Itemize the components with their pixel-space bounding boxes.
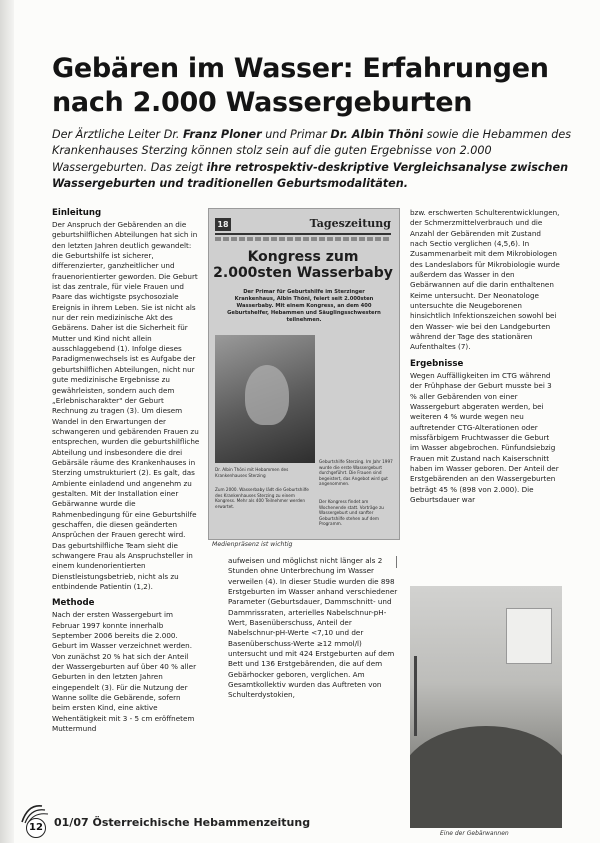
article-lead <box>52 127 572 192</box>
photo-caption: Eine der Gebärwannen <box>440 830 509 837</box>
text-ergebnisse: Wegen Auffälligkeiten im CTG während der Frühphase der Geburt musste bei 3 % aller Gebärenden von einer Wassergeburt abgeraten werden, bei weiteren 4 % wurde wegen neu auftretender CTG-Alterationen oder missfärbigem Fruchtwasser die Geburt im Wasser abgebrochen. Fünfundsiebzig Frauen mit Zustand nach Kaiserschnitt haben im Wasser geboren. Der Anteil der Erstgebärenden an den Wassergeburten beträgt 45 % (898 von 2.000). Die Geburtsdauer war <box>410 370 559 504</box>
lead-name-ploner: Franz Ploner <box>183 128 262 141</box>
article-title: Gebären im Wasser: Erfahrungen nach 2.000 Wassergeburten <box>52 53 549 118</box>
page-footer <box>16 802 316 838</box>
journal-name: 01/07 Österreichische Hebammenzeitung <box>54 816 311 829</box>
lead-name-thoeni: Dr. Albin Thöni <box>330 128 424 141</box>
clipping-rule <box>215 237 391 241</box>
heading-ergebnisse: Ergebnisse <box>410 358 464 369</box>
column-left <box>52 208 200 735</box>
clipping-caption: Medienpräsenz ist wichtig <box>212 541 293 548</box>
clipping-photo-caption: Dr. Albin Thöni mit Hebammen des Krankenhauses Sterzing <box>215 467 289 478</box>
heading-methode: Methode <box>52 598 95 609</box>
lead-bold-text: ihre retrospektiv-deskriptive Vergleichsanalyse zwischen Wassergeburten und traditionellen Geburtsmodalitäten. <box>52 160 569 190</box>
clipping-text-2: Zum 2000. Wasserbaby lädt die Geburtshilfe des Krankenhauses Sterzing zu einem Kongress. Mehr als 400 Teilnehmer werden erwartet. <box>215 487 309 509</box>
page-edge-shadow <box>0 0 14 843</box>
clipping-issue-number: 18 <box>215 218 231 231</box>
newspaper-clipping <box>208 208 400 540</box>
column-middle <box>228 556 398 701</box>
text-methode-continued: aufweisen und möglichst nicht länger als 2 Stunden ohne Unterbrechung im Wasser verweilen (4). In dieser Studie wurden die 898 Erstgeburten im Wasser anhand verschiedener Parameter (Geburtsdauer, Dammschnitt- und Dammrissraten, arterielles Nabelschnur-pH-Wert, Basenüberschuss, Anteil der Nabelschnur-pH-Werte <7,10 und der Basenüberschuss-Werte ≥12 mmol/l) untersucht und mit 424 Erstgeburten auf dem Bett und 136 Erstgebärenden, die auf dem Gebärhocker geboren, verglichen. Am Gesamtkollektiv wurden das Auftreten von Schulterdystokien, <box>228 556 398 700</box>
clipping-blurb: Der Primar für Geburtshilfe im Sterzinger Krankenhaus, Albin Thöni, feiert seit 2.000sten Wasserbaby. Mit einem Kongress, an dem 400 Geburtshelfer, Hebammen und Säuglingsschwestern teilnehmen. <box>227 289 381 323</box>
clipping-masthead <box>215 217 391 235</box>
text-methode: Nach der ersten Wassergeburt im Februar 1997 konnte innerhalb September 2006 bereits die 2.000. Geburt im Wasser verzeichnet werden. Von zunächst 20 % hat sich der Anteil der Wassergeburten auf über 40 % aller Geburten in den letzten Jahren eingependelt (3). Für die Nutzung der Wanne sollte die Gebärende, sofern beim ersten Kind, eine aktive Wehentätigkeit mit 3 - 5 cm eröffnetem Muttermund <box>52 610 197 734</box>
lead-text-2: und Primar <box>261 128 331 141</box>
text-einleitung: Der Anspruch der Gebärenden an die geburtshilflichen Abteilungen hat sich in den letzten Jahren deutlich gewandelt: die Geburtshilfe ist sicherer, differenzierter, ganzheitlicher und frauenorientierter geworden. Die Geburt ist das zentrale, für viele Frauen und Paare das wichtigste psychosoziale Ereignis in ihrem Leben. Sie ist nicht als nur der rein medizinische Akt des Gebärens. Daher ist die Sicherheit für Mutter und Kind nicht allein ausschlaggebend (1). Infolge dieses Paradigmenwechsels ist es Aufgabe der geburtshilflichen Abteilungen, nicht nur gute medizinische Ergebnisse zu gewährleisten, sondern auch dem „Erlebnischarakter" der Geburt Rechnung zu tragen (3). Um diesem Wandel in den Erwartungen der schwangeren und gebärenden Frauen zu entsprechen, wurden die geburtshilfliche Abteilung und insbesondere die drei Gebärsäle räume des Krankenhauses in Sterzing umstrukturiert (2). Es galt, das Ambiente einladend und angenehm zu gestalten. Mit der Installation einer Gebärwanne wurde die Rahmenbedingung für eine Geburtshilfe geschaffen, die diesen geänderten Ansprüchen der Frauen gerecht wird. Das geburtshilfliche Team sieht die schwangere Frau als Anspruchsteller in einem kundenorientierten Dienstleistungsbetrieb, nicht als zu entbindende Patientin (1,2). <box>52 220 200 592</box>
lead-text-1: Der Ärztliche Leiter Dr. <box>52 128 184 141</box>
column-right <box>410 208 560 505</box>
photo-wall-panel <box>506 608 552 664</box>
clipping-text-1: Geburtshilfe Sterzing. Im Jahr 1997 wurde die erste Wassergeburt durchgeführt. Die Frauen sind begeistert, das Angebot wird gut angenommen. <box>319 459 393 487</box>
photo-birth-pool <box>410 726 562 828</box>
clipping-brand: Tageszeitung <box>309 217 391 230</box>
clipping-text-3: Der Kongress findet am Wochenende statt. Vorträge zu Wassergeburt und sanfter Geburtshilfe stehen auf dem Programm. <box>319 499 384 527</box>
photo-pipe <box>414 656 417 736</box>
heading-einleitung: Einleitung <box>52 208 102 218</box>
text-methode-right: bzw. erschwerten Schulterentwicklungen, der Schmerzmittelverbrauch und die Anzahl der Gebärenden mit Zustand nach Sectio verglichen (4,5,6). In Zusammenarbeit mit dem Mikrobiologen des Landeslabors für Mikrobiologie wurde außerdem das Wasser in den Gebärwannen auf die darin enthaltenen Keime untersucht. Der Neonatologe untersuchte die Neugeborenen hinsichtlich Infektionszeichen sowohl bei den Wasser- wie bei den Landgeburten während der Tage des stationären Aufenthaltes (7). <box>410 208 560 352</box>
clipping-photo-figure <box>245 365 289 425</box>
page-number: 12 <box>26 818 46 838</box>
clipping-photo <box>215 335 315 463</box>
birth-pool-photo <box>410 586 562 828</box>
lead-text-3: sowie die Hebammen des Krankenhauses Sterzing können stolz sein auf die guten Ergebnisse von 2.000 Wassergeburten. Das zeigt <box>52 128 572 174</box>
clipping-headline: Kongress zum 2.000sten Wasserbaby <box>213 249 393 281</box>
